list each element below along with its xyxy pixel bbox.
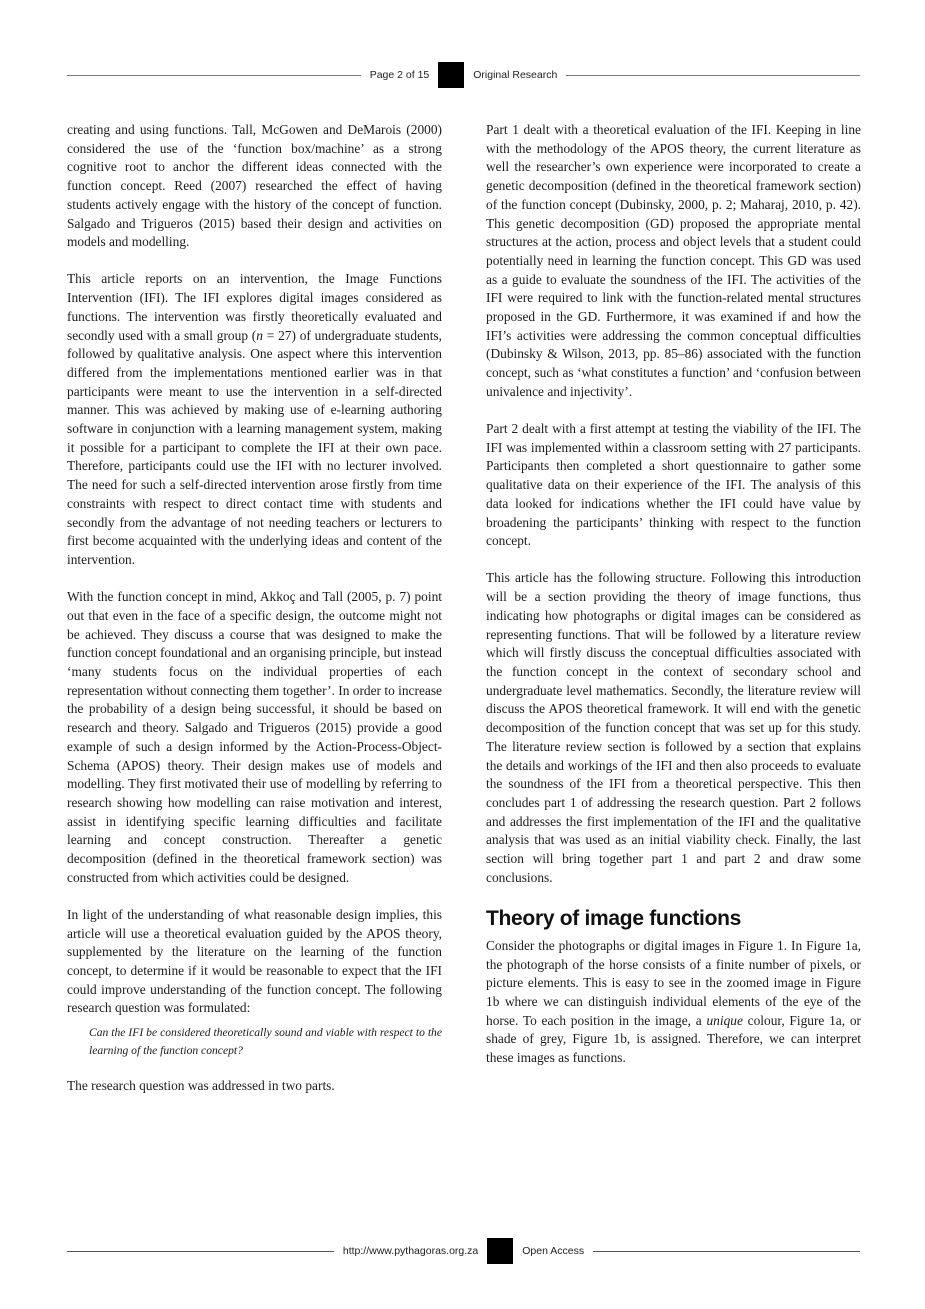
paragraph: This article has the following structure. Following this introduction will be a section providing the theory of image functions, thus indicating how photographs or digital images can be considered as representing functions. That will be followed by a literature review which will firstly discuss the conceptual difficulties associated with the function concept in the context of secondary school and undergraduate level mathematics. Secondly, the literature review will discuss the APOS theoretical framework. It will end with the genetic decomposition of the function concept that was set up for this study. The literature review section is followed by a section that explains the details and workings of the IFI and then also proceeds to evaluate the soundness of the IFI from a theoretical perspective. This then concludes part 1 of addressing the research question. Part 2 follows and addresses the first implementation of the IFI and the qualitative analysis that was used as an initial viability check. Finally, the last section will bring together part 1 and part 2 and draw some conclusions.: [486, 570, 861, 885]
open-access-label: Open Access: [522, 1245, 585, 1257]
section-heading: Theory of image functions: [486, 906, 742, 930]
footer-rule-left: [67, 1251, 334, 1252]
footer-black-block: [487, 1238, 513, 1264]
left-column: [67, 121, 442, 1114]
header-black-block: [438, 62, 464, 88]
paragraph: In light of the understanding of what reasonable design implies, this article will use a theoretical evaluation guided by the APOS theory, supplemented by the literature on the learning of the function concept, to determine if it would be reasonable to expect that the IFI could improve understanding of the function concept. The following research question was formulated:: [67, 906, 442, 1016]
footer-rule-right: [593, 1251, 860, 1252]
paragraph: Part 2 dealt with a first attempt at testing the viability of the IFI. The IFI was implemented within a classroom setting with 27 participants. Participants then completed a short questionnaire to gather some qualitative data on their experience of the IFI. The analysis of this data looked for indications whether the IFI could have value by broadening the participants’ thinking with respect to the function concept.: [486, 421, 861, 549]
paragraph: With the function concept in mind, Akkoç and Tall (2005, p. 7) point out that even in the face of a specific design, the outcome might not be achieved. They discuss a course that was designed to make the function concept foundational and an organising principle, but instead ‘many students focus on the individual properties of each representation without connecting them together’. In order to increase the probability of a design being successful, it should be based on research and theory. Salgado and Trigueros (2015) provide a good example of such a design informed by the Action-Process-Object-Schema (APOS) theory. Their design makes use of models and modelling. They first motivated their use of modelling by referring to research showing how modelling can raise motivation and interest, assist in identifying specific learning difficulties and facilitate learning and concept construction. Thereafter a genetic decomposition (defined in the theoretical framework section) was constructed from which activities could be designed.: [67, 589, 442, 885]
paragraph: Consider the photographs or digital images in Figure 1. In Figure 1a, the photograph of the horse consists of a finite number of pixels, or picture elements. This is easy to see in the zoomed image in Figure 1b where we can distinguish individual elements of the eye of the horse. To each position in the image, a unique colour, Figure 1a, or shade of grey, Figure 1b, is assigned. Therefore, we can interpret these images as functions.: [486, 937, 861, 1066]
journal-url-link[interactable]: http://www.pythagoras.org.za: [342, 1245, 479, 1257]
page-footer: [67, 1238, 860, 1264]
paragraph: The research question was addressed in two parts.: [67, 1078, 335, 1094]
header-rule-left: [67, 75, 361, 76]
paragraph: This article reports on an intervention, the Image Functions Intervention (IFI). The IFI explores digital images considered as functions. The intervention was firstly theoretically evaluated and secondly used with a small group (n = 27) of undergraduate students, followed by qualitative analysis. One aspect where this intervention differed from the implementations mentioned earlier was in that participants were meant to use the intervention in a self-directed manner. This was achieved by making use of e-learning authoring software in conjunction with a learning management system, making it possible for a participant to complete the IFI at their own pace. Therefore, participants could use the IFI with no lecturer involved. The need for such a self-directed intervention arose firstly from time constraints with respect to direct contact time with students and secondly from the advantage of not needing teachers or lecturers to first become acquainted with the underlying ideas and content of the intervention.: [67, 271, 442, 567]
paragraph: creating and using functions. Tall, McGowen and DeMarois (2000) considered the use of the ‘function box/machine’ as a strong cognitive root to anchor the different ideas connected with the function concept. Reed (2007) researched the effect of having students actively engage with the history of the concept of function. Salgado and Trigueros (2015) based their design and activities on models and modelling.: [67, 122, 442, 250]
research-question: Can the IFI be considered theoretically sound and viable with respect to the learning of the function concept?: [89, 1026, 442, 1057]
right-column: [486, 121, 861, 1086]
page-header: [67, 62, 860, 88]
paragraph: Part 1 dealt with a theoretical evaluation of the IFI. Keeping in line with the methodology of the APOS theory, the current literature as well the researcher’s own experience were incorporated to create a genetic decomposition (defined in the theoretical framework section) of the function concept (Dubinsky, 2000, p. 2; Maharaj, 2010, p. 42). This genetic decomposition (GD) proposed the appropriate mental structures at the action, process and object levels that a student could potentially need in learning the function concept. This GD was used as a guide to evaluate the soundness of the IFI. The activities of the IFI were required to link with the function-related mental structures proposed in the GD. Furthermore, it was examined if and how the IFI’s activities were addressing the common conceptual difficulties (Dubinsky & Wilson, 2013, pp. 85–86) associated with the function concept, such as ‘what constitutes a function’ and ‘confusion between univalence and injectivity’.: [486, 122, 861, 399]
header-rule-right: [566, 75, 860, 76]
page-number: Page 2 of 15: [369, 69, 430, 81]
article-type: Original Research: [473, 69, 558, 81]
